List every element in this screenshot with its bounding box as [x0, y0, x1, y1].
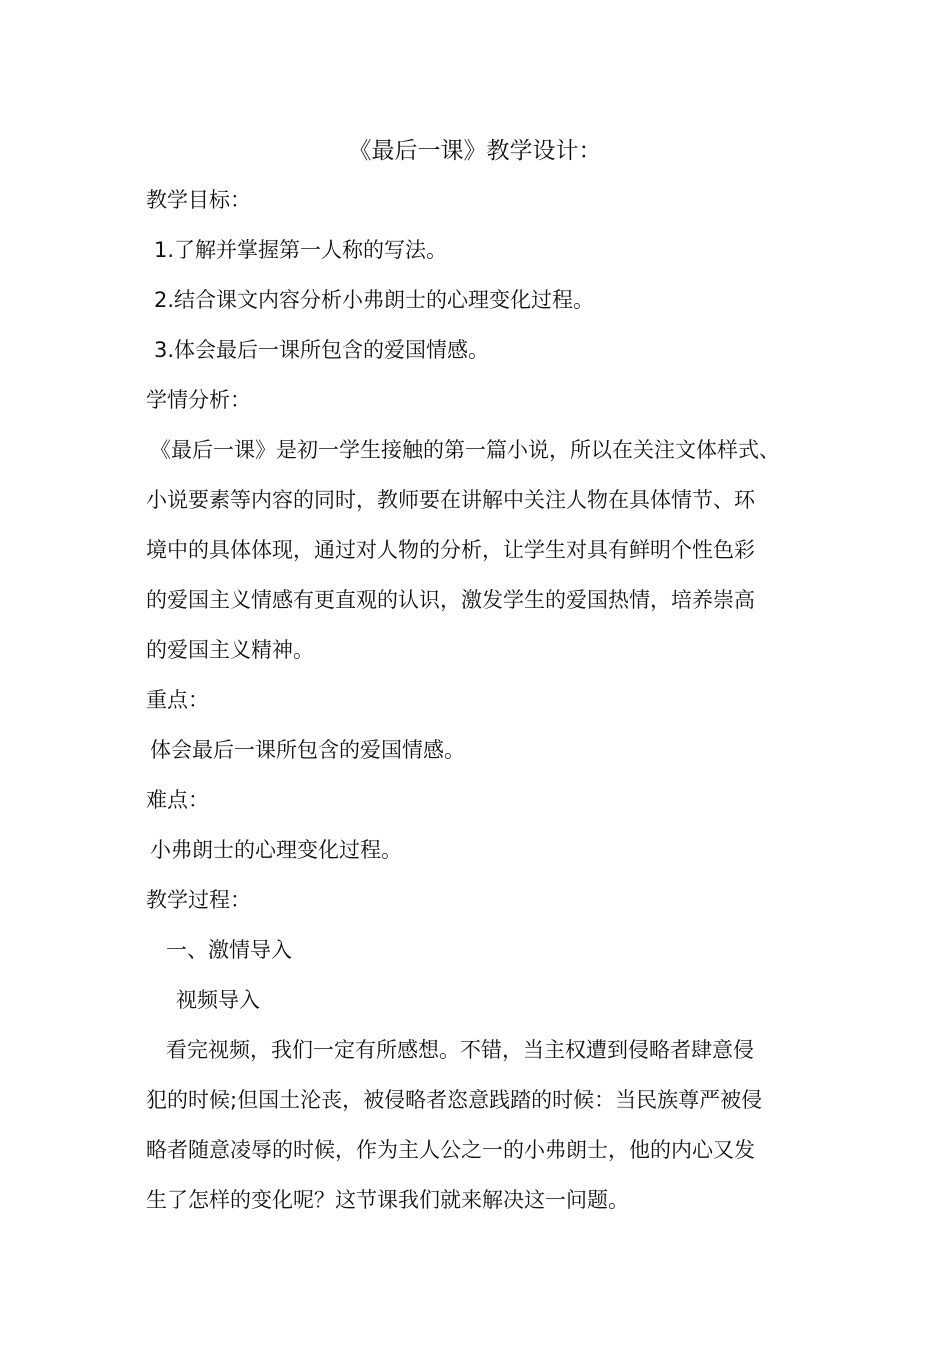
key-point-heading: 重点：	[146, 688, 209, 712]
analysis-line-5: 的爱国主义精神。	[146, 638, 314, 662]
analysis-line-1: 《最后一课》是初一学生接触的第一篇小说，所以在关注文体样式、	[150, 438, 780, 462]
objective-item-2: 2.结合课文内容分析小弗朗士的心理变化过程。	[154, 288, 595, 312]
key-point-text: 体会最后一课所包含的爱国情感。	[150, 738, 465, 762]
difficulty-heading: 难点：	[146, 788, 209, 812]
step1-line-4: 生了怎样的变化呢？这节课我们就来解决这一问题。	[146, 1188, 629, 1212]
document-title: 《最后一课》教学设计：	[348, 138, 602, 164]
process-heading: 教学过程：	[146, 888, 251, 912]
analysis-line-3: 境中的具体体现，通过对人物的分析，让学生对具有鲜明个性色彩	[146, 538, 755, 562]
step1-line-3: 略者随意凌辱的时候，作为主人公之一的小弗朗士，他的内心又发	[146, 1138, 755, 1162]
objectives-heading: 教学目标：	[146, 188, 251, 212]
objective-item-3: 3.体会最后一课所包含的爱国情感。	[154, 338, 490, 362]
difficulty-text: 小弗朗士的心理变化过程。	[150, 838, 402, 862]
analysis-line-4: 的爱国主义情感有更直观的认识，激发学生的爱国热情，培养崇高	[146, 588, 755, 612]
objective-item-1: 1.了解并掌握第一人称的写法。	[154, 238, 448, 262]
step1-line-1: 看完视频，我们一定有所感想。不错，当主权遭到侵略者肆意侵	[166, 1038, 754, 1062]
step1-subheading: 视频导入	[176, 988, 260, 1012]
step1-line-2: 犯的时候;但国土沦丧，被侵略者恣意践踏的时候：当民族尊严被侵	[146, 1088, 763, 1112]
analysis-heading: 学情分析：	[146, 388, 251, 412]
step1-heading: 一、激情导入	[166, 938, 292, 962]
analysis-line-2: 小说要素等内容的同时，教师要在讲解中关注人物在具体情节、环	[146, 488, 755, 512]
